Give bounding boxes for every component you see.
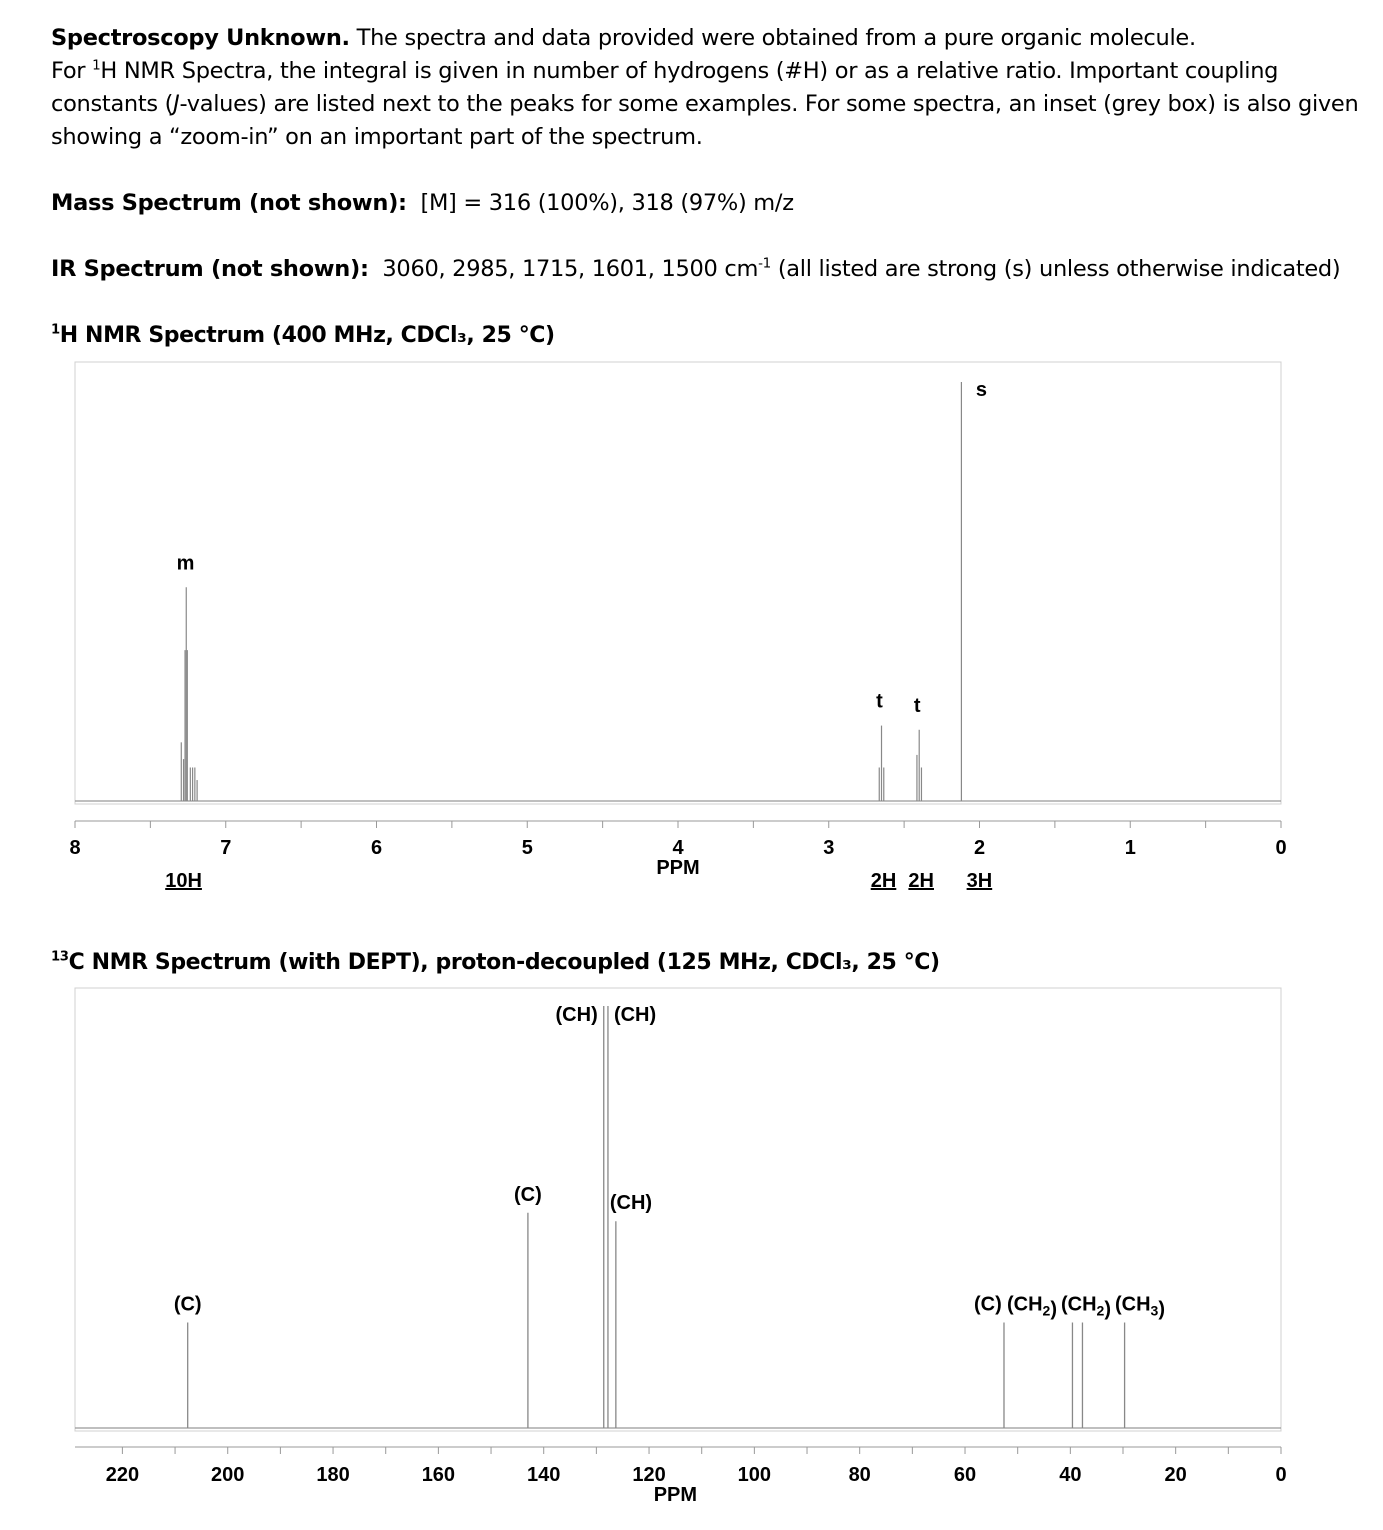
x-tick-label: 120 [632,1464,666,1486]
peak-integral-label: 3H [966,870,993,892]
x-tick-label: 180 [316,1464,350,1486]
intro-para-c: -values) are listed next to the peaks for some examples. For some spectra, an inset (grey box) is also given showing a “zoom-in” on an important part of the spectrum. [51,91,1359,150]
ir-note: (all listed are strong (s) unless otherwise indicated) [770,256,1341,282]
peak-multiplicity-label: t [913,694,921,717]
c-nmr-chart [0,980,1383,1520]
ir-label: IR Spectrum (not shown): [51,256,369,282]
intro-paragraph [51,55,1371,154]
intro-para-a: For [51,58,93,84]
intro-para-b: H NMR Spectra, the integral is given in number of hydrogens (#H) or as a relative ratio. Important coupling constants ( [51,58,1279,117]
intro-title: Spectroscopy Unknown. [51,25,350,51]
x-tick-label: 60 [953,1464,977,1486]
c-title-text: C NMR Spectrum (with DEPT), proton-decoupled (125 MHz, CDCl₃, 25 °C) [68,950,940,975]
x-tick-label: 7 [220,837,232,859]
intro-sup: 1 [92,57,101,74]
mass-value: [M] = 316 (100%), 318 (97%) m/z [420,190,794,216]
peak-label: $(CH_2)$ [1006,1293,1058,1321]
x-tick-label: 200 [211,1464,245,1486]
intro-title-line [51,22,1371,55]
peak-label: $(CH_2)$ [1060,1293,1112,1321]
x-tick-label: 20 [1164,1464,1187,1486]
h-title-sup: 1 [51,322,60,338]
x-tick-label: 5 [521,837,533,859]
x-tick-label: 40 [1059,1464,1082,1486]
peak-label: (C) [514,1183,542,1206]
peak-multiplicity-label: m [176,552,195,575]
ir-value: 3060, 2985, 1715, 1601, 1500 cm [382,256,759,282]
x-tick-label: 80 [848,1464,871,1486]
plot-frame [75,362,1281,804]
intro-title-rest: The spectra and data provided were obtained from a pure organic molecule. [349,25,1196,51]
x-axis-title: PPM [656,857,700,879]
peak-integral-label: 10H [165,870,202,892]
x-tick-label: 6 [370,837,383,859]
x-tick-label: 220 [105,1464,140,1486]
intro-j: J [173,91,180,117]
peak-multiplicity-label: s [975,379,987,401]
h-title-text: H NMR Spectrum (400 MHz, CDCl₃, 25 °C) [59,323,555,348]
peak-label: (CH) [613,1004,657,1026]
x-tick-label: 4 [672,837,684,859]
intro-text [51,22,1371,154]
plot-frame [75,988,1281,1431]
peak-integral-label: 2H [908,870,934,892]
peak-label: (CH) [555,1004,598,1026]
x-axis-title: PPM [653,1484,698,1506]
x-tick-label: 100 [737,1464,772,1486]
mass-spectrum-line [51,190,794,216]
x-tick-label: 3 [823,837,835,859]
peak-integral-label: 2H [870,870,897,892]
x-tick-label: 0 [1275,837,1287,859]
c-title-sup: 13 [51,949,69,965]
x-tick-label: 8 [69,837,81,859]
x-tick-label: 0 [1275,1464,1287,1486]
peak-label: (CH) [609,1192,653,1215]
x-tick-label: 140 [527,1464,561,1486]
ir-sup: -1 [758,255,771,272]
peak-multiplicity-label: t [876,690,883,713]
peak-label: (C) [173,1293,202,1316]
peak-label: $(CH_3)$ [1114,1293,1166,1321]
x-tick-label: 2 [973,837,986,859]
mass-label: Mass Spectrum (not shown): [51,190,407,216]
x-tick-label: 1 [1124,837,1136,859]
ir-spectrum-line [51,256,1340,282]
c-nmr-title [51,950,940,975]
h-nmr-chart [0,340,1383,900]
x-tick-label: 160 [421,1464,456,1486]
peak-label: (C) [973,1293,1002,1316]
